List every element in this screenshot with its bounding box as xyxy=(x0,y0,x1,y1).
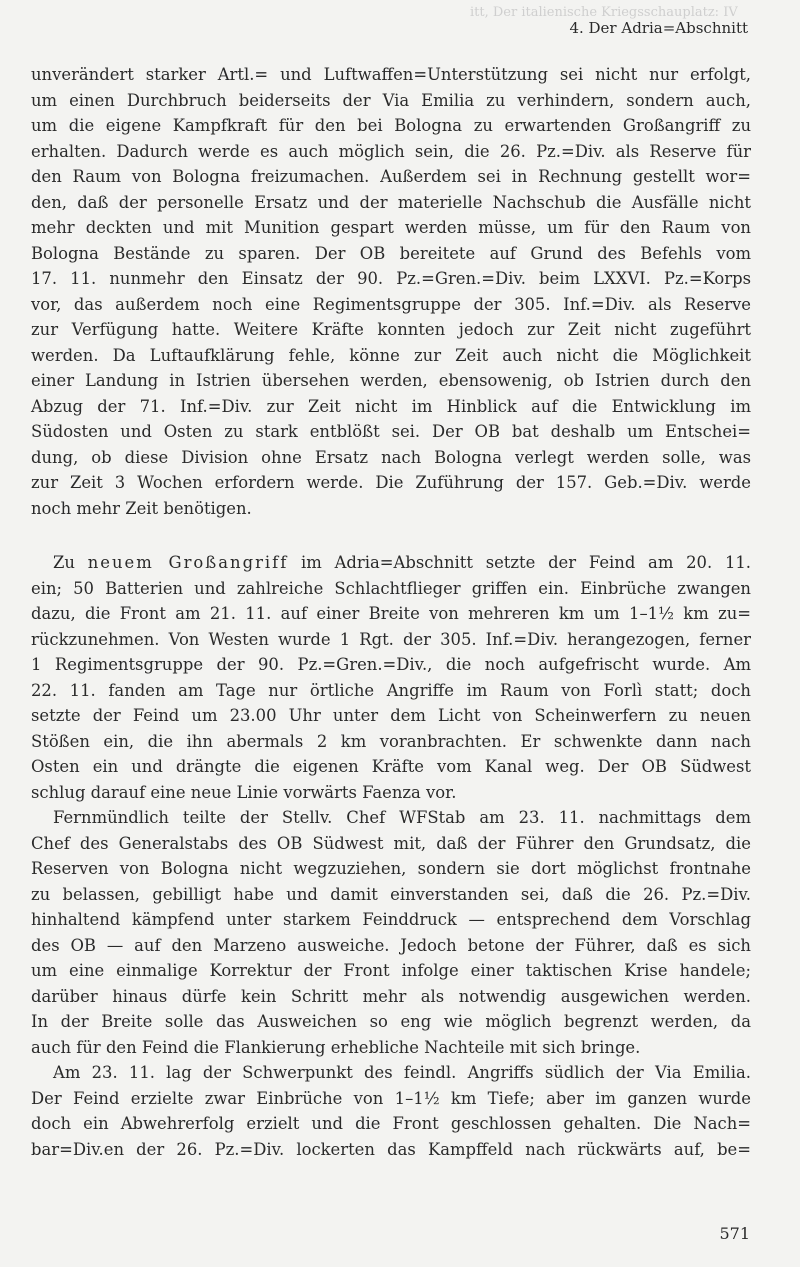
paragraph-4 xyxy=(31,1060,751,1162)
text-line: Chef des Generalstabs des OB Südwest mit, daß der Führer den Grundsatz, die xyxy=(31,833,751,853)
text-line: Osten ein und drängte die eigenen Kräfte vom Kanal weg. Der OB Südwest xyxy=(31,757,751,776)
text-line: dung, ob diese Division ohne Ersatz nach Bologna verlegt werden solle, was xyxy=(31,447,751,467)
text-line: unverändert starker Artl.= und Luftwaffen=Unterstützung sei nicht nur erfolgt, xyxy=(31,65,751,84)
paragraph-gap xyxy=(31,521,751,550)
text-line: Südosten und Osten zu stark entblößt sei. Der OB bat deshalb um Entschei= xyxy=(31,422,751,441)
text-line: doch ein Abwehrerfolg erzielt und die Front geschlossen gehalten. Die Nach= xyxy=(31,1114,751,1133)
emphasized-phrase: neuem Großangriff xyxy=(87,553,289,572)
text-line: In der Breite solle das Ausweichen so eng wie möglich begrenzt werden, da xyxy=(31,1012,751,1031)
text-line: erhalten. Dadurch werde es auch möglich sein, die 26. Pz.=Div. als Reserve für xyxy=(31,141,751,161)
text-line: den, daß der personelle Ersatz und der materielle Nachschub die Ausfälle nicht xyxy=(31,192,751,212)
text-line: vor, das außerdem noch eine Regimentsgruppe der 305. Inf.=Div. als Reserve xyxy=(31,294,751,314)
text-line: noch mehr Zeit benötigen. xyxy=(31,498,252,518)
text-line: 17. 11. nunmehr den Einsatz der 90. Pz.=Gren.=Div. beim LXXVI. Pz.=Korps xyxy=(31,269,751,288)
text-line: Am 23. 11. lag der Schwerpunkt des feindl. Angriffs südlich der Via Emilia. xyxy=(53,1063,751,1082)
text-line: bar=Div.en der 26. Pz.=Div. lockerten das Kampffeld nach rückwärts auf, be= xyxy=(31,1139,751,1159)
text-line: ein; 50 Batterien und zahlreiche Schlachtflieger griffen ein. Einbrüche zwangen xyxy=(31,578,751,598)
text-line: um eine einmalige Korrektur der Front infolge einer taktischen Krise handele; xyxy=(31,961,751,980)
text-line: 22. 11. fanden am Tage nur örtliche Angriffe im Raum von Forlì statt; doch xyxy=(31,680,751,700)
text-line: einer Landung in Istrien übersehen werden, ebensowenig, ob Istrien durch den xyxy=(31,371,751,390)
text-line: zu belassen, gebilligt habe und damit einverstanden sei, daß die 26. Pz.=Div. xyxy=(31,884,751,904)
text-fragment: im Adria=Abschnitt setzte der Feind am 20. 11. xyxy=(288,553,752,572)
text-line: um einen Durchbruch beiderseits der Via Emilia zu verhindern, sondern auch, xyxy=(31,90,751,110)
text-fragment: Zu xyxy=(53,553,88,572)
text-line: zur Verfügung hatte. Weitere Kräfte konnten jedoch zur Zeit nicht zugeführt xyxy=(31,320,751,339)
text-line: dazu, die Front am 21. 11. auf einer Breite von mehreren km um 1–1½ km zu= xyxy=(31,604,751,623)
text-line: schlug darauf eine neue Linie vorwärts Faenza vor. xyxy=(31,782,457,802)
text-line: rückzunehmen. Von Westen wurde 1 Rgt. der 305. Inf.=Div. herangezogen, ferner xyxy=(31,629,751,649)
text-line: setzte der Feind um 23.00 Uhr unter dem Licht von Scheinwerfern zu neuen xyxy=(31,706,751,725)
page-number: 571 xyxy=(719,1224,750,1243)
text-line: mehr deckten und mit Munition gespart werden müsse, um für den Raum von xyxy=(31,218,751,237)
bleed-through-header: itt, Der italienische Kriegsschauplatz: IV xyxy=(470,5,738,20)
body-text xyxy=(31,62,751,1162)
text-line: darüber hinaus dürfe kein Schritt mehr als notwendig ausgewichen werden. xyxy=(31,986,751,1006)
paragraph-2 xyxy=(31,550,751,805)
text-line: des OB — auf den Marzeno ausweiche. Jedoch betone der Führer, daß es sich xyxy=(31,935,751,955)
text-line: hinhaltend kämpfend unter starkem Feinddruck — entsprechend dem Vorschlag xyxy=(31,910,751,929)
text-line xyxy=(31,550,751,576)
text-line: Fernmündlich teilte der Stellv. Chef WFStab am 23. 11. nachmittags dem xyxy=(53,808,751,827)
text-line: Bologna Bestände zu sparen. Der OB bereitete auf Grund des Befehls vom xyxy=(31,243,751,263)
text-line: 1 Regimentsgruppe der 90. Pz.=Gren.=Div., die noch aufgefrischt wurde. Am xyxy=(31,655,751,674)
text-line: um die eigene Kampfkraft für den bei Bologna zu erwartenden Großangriff zu xyxy=(31,116,751,135)
text-line: Abzug der 71. Inf.=Div. zur Zeit nicht im Hinblick auf die Entwicklung im xyxy=(31,396,751,416)
text-line: Reserven von Bologna nicht wegzuziehen, sondern sie dort möglichst frontnahe xyxy=(31,859,751,878)
paragraph-1 xyxy=(31,62,751,521)
text-line: auch für den Feind die Flankierung erhebliche Nachteile mit sich bringe. xyxy=(31,1037,641,1057)
text-line: zur Zeit 3 Wochen erfordern werde. Die Zuführung der 157. Geb.=Div. werde xyxy=(31,473,751,492)
paragraph-3 xyxy=(31,805,751,1060)
text-line: werden. Da Luftaufklärung fehle, könne zur Zeit auch nicht die Möglichkeit xyxy=(31,345,751,365)
text-line: Der Feind erzielte zwar Einbrüche von 1–1½ km Tiefe; aber im ganzen wurde xyxy=(31,1088,751,1108)
text-line: den Raum von Bologna freizumachen. Außerdem sei in Rechnung gestellt wor= xyxy=(31,167,751,186)
text-line: Stößen ein, die ihn abermals 2 km voranbrachten. Er schwenkte dann nach xyxy=(31,731,751,751)
running-head: 4. Der Adria=Abschnitt xyxy=(569,19,748,37)
